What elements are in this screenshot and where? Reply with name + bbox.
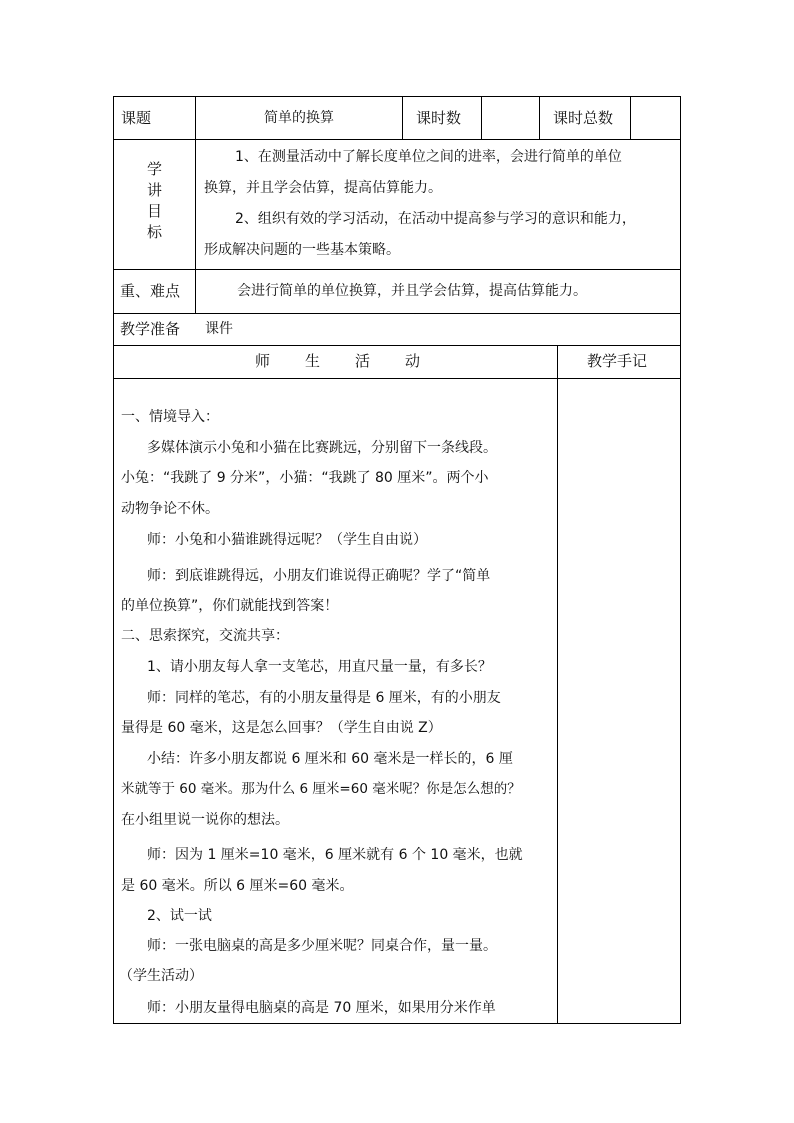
key-points-text: 会进行简单的单位换算，并且学会估算，提高估算能力。 [237,283,587,299]
preparation-text: 课件 [205,321,233,337]
objective-line: 2、组织有效的学习活动，在活动中提高参与学习的意识和能力， [235,211,636,227]
rule-col-e [630,96,631,139]
rule-right [680,96,681,1024]
activity-line: 2、试一试 [147,908,212,924]
notes-header: 教学手记 [587,352,648,370]
activity-line: 是 60 毫米。所以 6 厘米=60 毫米。 [121,878,354,894]
activity-header-char: 动 [405,352,421,370]
hours-label: 课时数 [416,109,462,127]
activity-line: 在小组里说一说你的想法。 [121,812,289,828]
objective-line: 形成解决问题的一些基本策略。 [204,242,400,258]
activity-line: 小结：许多小朋友都说 6 厘米和 60 毫米是一样长的，6 厘 [147,751,513,767]
activity-line: 师：小兔和小猫谁跳得远呢？（学生自由说） [147,532,427,548]
activity-line: 师：一张电脑桌的高是多少厘米呢？同桌合作，量一量。 [147,938,497,954]
rule-col-a [195,96,196,313]
activity-line: 1、请小朋友每人拿一支笔芯，用直尺量一量，有多长？ [147,659,492,675]
preparation-label: 教学准备 [120,320,181,338]
objectives-label-char: 学 [146,160,162,178]
topic-label: 课题 [121,109,152,127]
rule-1 [113,139,681,140]
activity-line: 动物争论不休。 [121,501,219,517]
rule-col-c [481,96,482,139]
topic-value: 简单的换算 [264,110,334,126]
activity-header-char: 活 [355,352,371,370]
activity-line: 一、情境导入： [121,409,219,425]
activity-header-char: 生 [305,352,321,370]
activity-line: 量得是 60 毫米，这是怎么回事？（学生自由说 Z） [121,720,442,736]
activity-line: 师：到底谁跳得远，小朋友们谁说得正确呢？学了“简单 [147,568,491,584]
activity-line: 二、思索探究，交流共享： [121,628,289,644]
activity-line: 米就等于 60 毫米。那为什么 6 厘米=60 毫米呢？你是怎么想的？ [121,781,521,797]
rule-col-b [402,96,403,139]
rule-3 [113,313,681,314]
objective-line: 换算，并且学会估算，提高估算能力。 [204,180,442,196]
rule-5 [113,378,681,379]
key-points-label: 重、难点 [120,282,181,300]
objectives-label-char: 讲 [146,181,162,199]
rule-notes [557,345,558,1024]
activity-header-char: 师 [255,352,271,370]
total-hours-label: 课时总数 [553,109,614,127]
rule-col-d [539,96,540,139]
activity-line: 多媒体演示小兔和小猫在比赛跳远，分别留下一条线段。 [147,440,497,456]
activity-line: 小兔：“我跳了 9 分米”，小猫：“我跳了 80 厘米”。两个小 [121,470,489,486]
activity-line: 师：小朋友量得电脑桌的高是 70 厘米，如果用分米作单 [147,1000,496,1016]
activity-line: 师：因为 1 厘米=10 毫米，6 厘米就有 6 个 10 毫米，也就 [147,847,523,863]
activity-line: （学生活动） [119,968,203,984]
objectives-label-char: 标 [146,223,162,241]
objectives-label-char: 目 [146,202,162,220]
activity-line: 师：同样的笔芯，有的小朋友量得是 6 厘米，有的小朋友 [147,690,501,706]
rule-2 [113,269,681,270]
rule-4 [113,345,681,346]
rule-top [113,96,681,97]
objectives-label [114,159,195,243]
objective-line: 1、在测量活动中了解长度单位之间的进率，会进行简单的单位 [235,149,622,165]
rule-bottom [113,1023,681,1024]
activity-line: 的单位换算”，你们就能找到答案！ [121,598,339,614]
